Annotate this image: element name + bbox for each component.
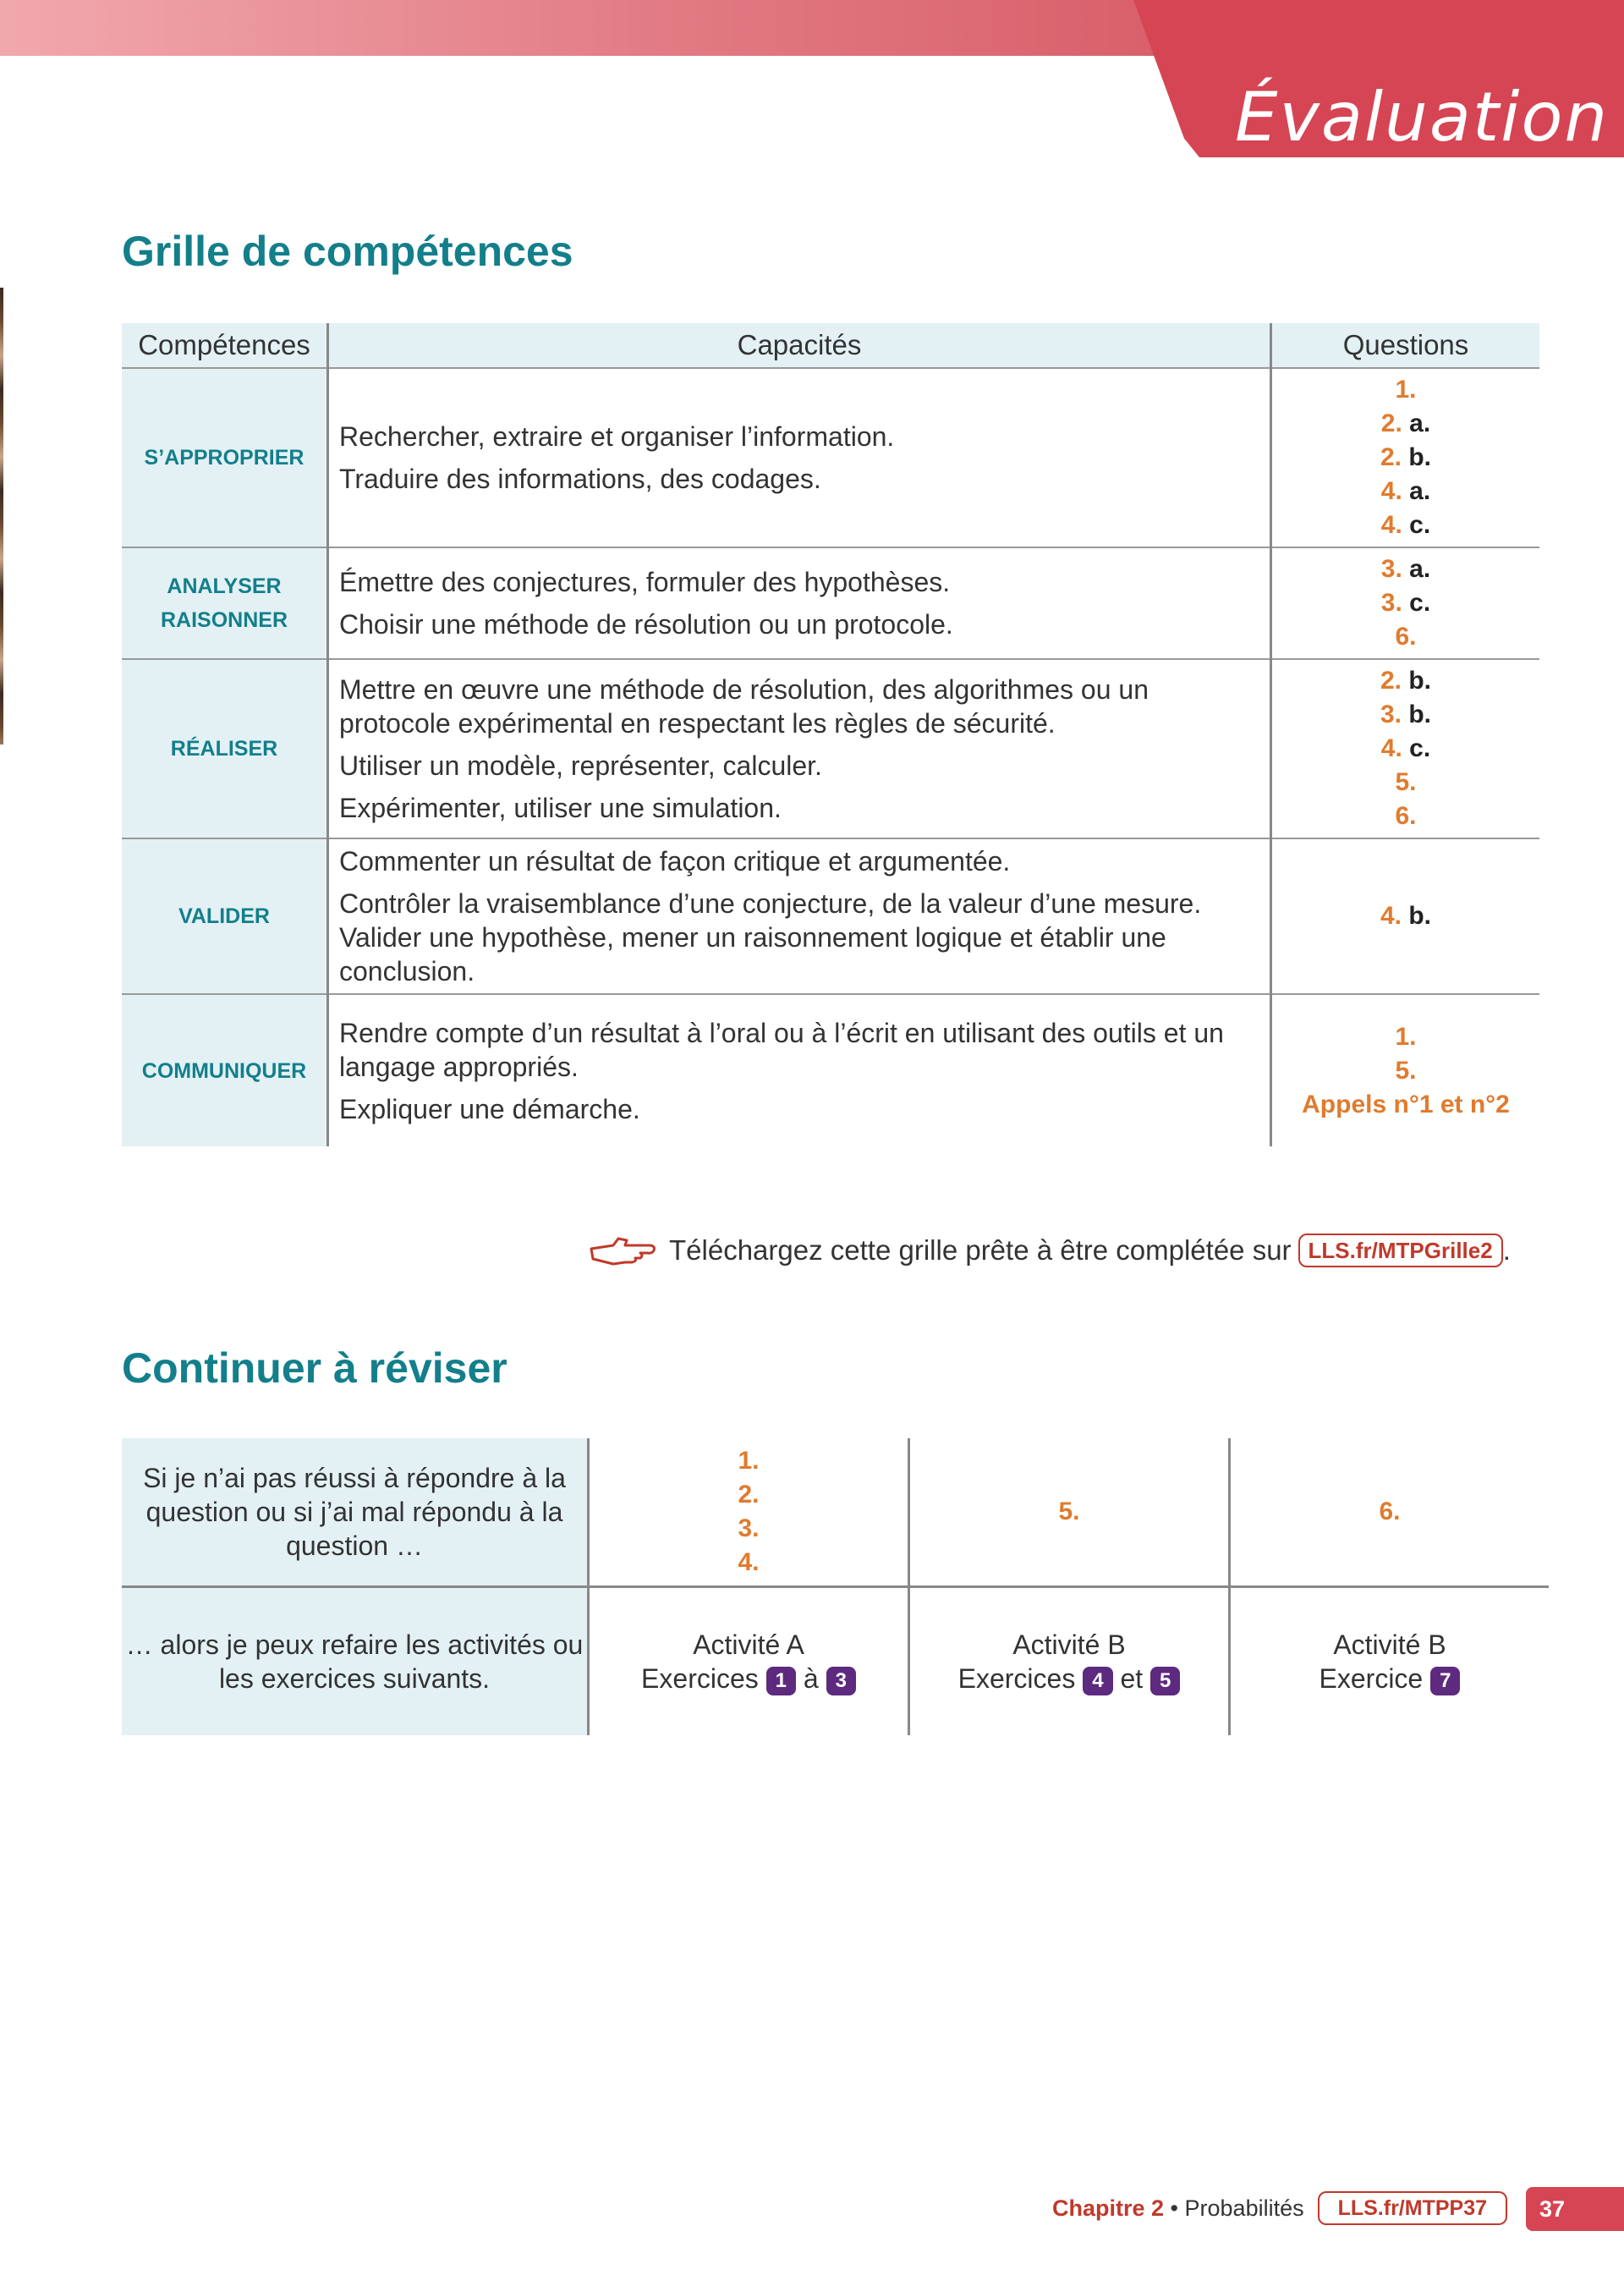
exercise-badge[interactable]: 4 bbox=[1083, 1667, 1112, 1695]
capacite-text: Expliquer une démarche. bbox=[339, 1093, 640, 1124]
page-edge-strip bbox=[0, 288, 3, 745]
competence-name bbox=[122, 994, 328, 1146]
question-number: Appels n°1 et n°2 bbox=[1302, 1090, 1510, 1118]
question-ref bbox=[1273, 1054, 1539, 1088]
exercise-joiner: et bbox=[1120, 1663, 1144, 1694]
capacite-text: Contrôler la vraisemblance d’une conjecture, de la valeur d’une mesure. Valider une hypothèse, mener un raisonnement logique et établir une conclusion. bbox=[339, 888, 1202, 986]
capacite-text: Expérimenter, utiliser une simulation. bbox=[339, 793, 782, 823]
question-ref bbox=[1273, 1020, 1539, 1054]
question-number: 3. bbox=[1380, 701, 1402, 728]
download-line bbox=[588, 1232, 1511, 1269]
revision-questions-col-3 bbox=[1230, 1438, 1550, 1587]
question-number: 3. bbox=[1380, 555, 1402, 583]
page-number: 37 bbox=[1526, 2187, 1624, 2231]
competences-table bbox=[122, 323, 1539, 1146]
question-ref bbox=[1273, 698, 1539, 732]
grille-title: Grille de compétences bbox=[122, 228, 573, 275]
question-ref bbox=[1273, 732, 1539, 766]
header-competences: Compétences bbox=[122, 323, 328, 368]
header-questions: Questions bbox=[1271, 323, 1540, 368]
question-number: 2. bbox=[1380, 443, 1402, 471]
table-header-row bbox=[122, 323, 1539, 368]
competence-name bbox=[122, 368, 328, 547]
question-number: 6. bbox=[1395, 623, 1417, 651]
capacite-text: Mettre en œuvre une méthode de résolution, des algorithmes ou un protocole expérimental en respectant les règles de sécurité. bbox=[339, 674, 1149, 739]
page-footer bbox=[1052, 2191, 1507, 2225]
table-row bbox=[122, 659, 1539, 838]
revision-activity-col-2 bbox=[909, 1587, 1230, 1736]
header-capacites: Capacités bbox=[328, 323, 1271, 368]
question-number: 3. bbox=[1380, 589, 1402, 617]
questions-cell bbox=[1271, 994, 1540, 1146]
question-ref bbox=[1273, 664, 1539, 698]
question-number: 1. bbox=[1395, 376, 1417, 404]
footer-chapter: Chapitre 2 bbox=[1052, 2195, 1165, 2221]
activity-name: Activité A bbox=[693, 1629, 804, 1660]
competence-line: RAISONNER bbox=[160, 608, 288, 632]
rev-q-list bbox=[911, 1495, 1227, 1529]
questions-cell bbox=[1271, 838, 1540, 994]
revision-question-label: Si je n’ai pas réussi à répondre à la question ou si j’ai mal répondu à la question … bbox=[122, 1438, 589, 1587]
table-row bbox=[122, 547, 1539, 659]
question-ref bbox=[1273, 373, 1539, 407]
question-part: c. bbox=[1409, 511, 1431, 539]
question-ref bbox=[1273, 800, 1539, 833]
question-ref bbox=[1273, 552, 1539, 586]
revision-activity-col-3 bbox=[1230, 1587, 1550, 1736]
competence-line: COMMUNIQUER bbox=[141, 1058, 307, 1083]
question-part: a. bbox=[1409, 477, 1431, 505]
capacites-cell bbox=[328, 368, 1271, 547]
table-row bbox=[122, 994, 1539, 1146]
capacites-cell bbox=[328, 659, 1271, 838]
exercise-joiner: à bbox=[803, 1663, 819, 1694]
download-end: . bbox=[1502, 1234, 1511, 1266]
revision-questions-col-1 bbox=[589, 1438, 909, 1587]
revision-row-activities bbox=[122, 1587, 1549, 1736]
footer-link[interactable]: LLS.fr/MTPP37 bbox=[1318, 2191, 1507, 2225]
exercise-label: Exercice bbox=[1319, 1663, 1424, 1694]
capacite-text: Rechercher, extraire et organiser l’information. bbox=[339, 421, 895, 452]
question-ref bbox=[1273, 586, 1539, 620]
exercise-label: Exercices bbox=[957, 1663, 1076, 1694]
competence-name bbox=[122, 838, 328, 994]
activity-name: Activité B bbox=[1012, 1629, 1126, 1660]
footer-subject: Probabilités bbox=[1184, 2195, 1304, 2221]
question-number: 4. bbox=[1380, 477, 1402, 505]
question-part: a. bbox=[1409, 409, 1431, 437]
question-number: 6. bbox=[1395, 802, 1417, 830]
exercise-line bbox=[590, 1662, 907, 1695]
competence-line: VALIDER bbox=[178, 904, 270, 928]
question-number: 4. bbox=[1380, 511, 1402, 539]
questions-cell bbox=[1271, 659, 1540, 838]
questions-cell bbox=[1271, 547, 1540, 659]
capacite-text: Traduire des informations, des codages. bbox=[339, 464, 821, 494]
question-number: 2. bbox=[1380, 409, 1402, 437]
competence-name bbox=[122, 659, 328, 838]
exercise-badge[interactable]: 5 bbox=[1150, 1667, 1180, 1695]
competence-line: ANALYSER bbox=[167, 574, 282, 598]
rev-q-list bbox=[1232, 1495, 1548, 1529]
questions-cell bbox=[1271, 368, 1540, 547]
capacite-text: Rendre compte d’un résultat à l’oral ou à l’écrit en utilisant des outils et un langage appropriés. bbox=[339, 1017, 1224, 1082]
question-ref bbox=[1273, 620, 1539, 654]
question-ref bbox=[1273, 899, 1539, 933]
exercise-label: Exercices bbox=[641, 1663, 759, 1694]
download-link[interactable]: LLS.fr/MTPGrille2 bbox=[1298, 1234, 1503, 1267]
exercise-line bbox=[1232, 1662, 1548, 1695]
question-ref bbox=[1273, 766, 1539, 800]
reviser-title: Continuer à réviser bbox=[122, 1344, 508, 1392]
question-number: 4. bbox=[1380, 734, 1402, 762]
question-part: b. bbox=[1408, 701, 1432, 728]
table-row bbox=[122, 368, 1539, 547]
question-number: 4. bbox=[1380, 902, 1402, 930]
question-ref bbox=[1273, 475, 1539, 508]
capacite-text: Commenter un résultat de façon critique et argumentée. bbox=[339, 846, 1011, 876]
question-ref bbox=[1273, 407, 1539, 441]
revision-question-number: 6. bbox=[1379, 1497, 1401, 1525]
question-ref bbox=[1273, 1088, 1539, 1122]
revision-activity-label: … alors je peux refaire les activités ou les exercices suivants. bbox=[122, 1587, 589, 1736]
revision-question-number: 2. bbox=[738, 1481, 760, 1508]
exercise-badge[interactable]: 1 bbox=[766, 1667, 796, 1695]
exercise-badge[interactable]: 7 bbox=[1430, 1667, 1460, 1695]
question-number: 5. bbox=[1395, 768, 1417, 796]
capacites-cell bbox=[328, 994, 1271, 1146]
activity-name: Activité B bbox=[1333, 1629, 1446, 1660]
competence-line: S’APPROPRIER bbox=[144, 446, 304, 470]
evaluation-title: Évaluation bbox=[1235, 78, 1610, 157]
revision-table bbox=[122, 1438, 1549, 1735]
rev-q-list bbox=[590, 1444, 907, 1580]
download-text: Téléchargez cette grille prête à être complétée sur bbox=[669, 1234, 1292, 1266]
question-ref bbox=[1273, 508, 1539, 542]
revision-questions-col-2 bbox=[909, 1438, 1230, 1587]
question-part: b. bbox=[1408, 667, 1432, 695]
pointing-hand-icon bbox=[588, 1232, 657, 1269]
revision-question-number: 3. bbox=[738, 1514, 760, 1542]
question-part: b. bbox=[1408, 443, 1432, 471]
capacites-cell bbox=[328, 838, 1271, 994]
revision-question-number: 4. bbox=[738, 1548, 760, 1576]
competence-name bbox=[122, 547, 328, 659]
question-part: a. bbox=[1409, 555, 1431, 583]
question-part: b. bbox=[1408, 902, 1432, 930]
exercise-badge[interactable]: 3 bbox=[826, 1667, 856, 1695]
question-number: 2. bbox=[1380, 667, 1402, 695]
question-number: 1. bbox=[1395, 1022, 1417, 1051]
question-number: 5. bbox=[1395, 1056, 1417, 1085]
question-part: c. bbox=[1409, 589, 1431, 617]
capacites-cell bbox=[328, 547, 1271, 659]
competence-line: RÉALISER bbox=[170, 737, 278, 761]
question-part: c. bbox=[1409, 734, 1431, 762]
exercise-line bbox=[911, 1662, 1227, 1695]
table-row bbox=[122, 838, 1539, 994]
revision-question-number: 5. bbox=[1058, 1497, 1080, 1525]
question-ref bbox=[1273, 441, 1539, 475]
revision-activity-col-1 bbox=[589, 1587, 909, 1736]
capacite-text: Utiliser un modèle, représenter, calculer. bbox=[339, 750, 822, 781]
capacite-text: Choisir une méthode de résolution ou un protocole. bbox=[339, 609, 953, 640]
revision-row-questions bbox=[122, 1438, 1549, 1587]
footer-separator: • bbox=[1164, 2195, 1185, 2221]
capacite-text: Émettre des conjectures, formuler des hypothèses. bbox=[339, 567, 951, 597]
revision-question-number: 1. bbox=[738, 1447, 760, 1475]
